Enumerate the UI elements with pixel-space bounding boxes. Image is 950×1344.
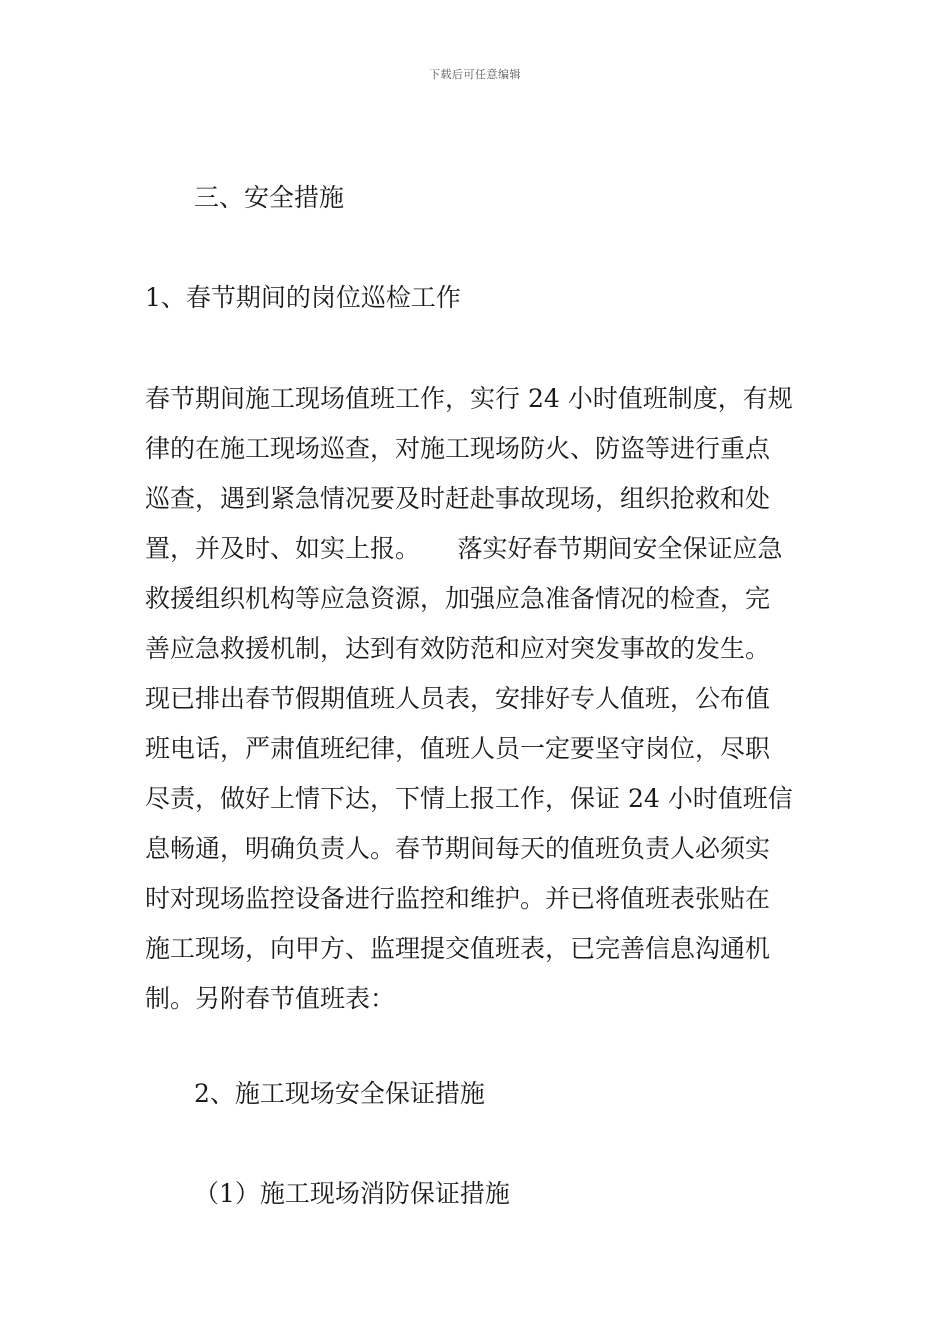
paragraph-line: 班电话，严肃值班纪律，值班人员一定要坚守岗位，尽职: [145, 734, 771, 763]
body-paragraph: [145, 380, 810, 1030]
subsection-heading-2: 2、施工现场安全保证措施: [194, 1079, 485, 1108]
paragraph-line: 律的在施工现场巡查，对施工现场防火、防盗等进行重点: [145, 434, 771, 463]
paragraph-line: 现已排出春节假期值班人员表，安排好专人值班，公布值: [145, 684, 771, 713]
sub-subsection-heading-1: （1）施工现场消防保证措施: [194, 1179, 510, 1208]
paragraph-line: 时对现场监控设备进行监控和维护。并已将值班表张贴在: [145, 884, 771, 913]
paragraph-line: 息畅通，明确负责人。春节期间每天的值班负责人必须实: [145, 834, 771, 863]
paragraph-line: 巡查，遇到紧急情况要及时赶赴事故现场，组织抢救和处: [145, 484, 771, 513]
subsection-heading-1: 1、春节期间的岗位巡检工作: [145, 283, 461, 312]
paragraph-line: 春节期间施工现场值班工作，实行 24 小时值班制度，有规: [145, 384, 793, 413]
paragraph-line: 救援组织机构等应急资源，加强应急准备情况的检查，完: [145, 584, 771, 613]
paragraph-line: 置，并及时、如实上报。 落实好春节期间安全保证应急: [145, 534, 783, 563]
paragraph-line: 施工现场，向甲方、监理提交值班表，已完善信息沟通机: [145, 934, 771, 963]
section-heading: 三、安全措施: [194, 183, 345, 212]
paragraph-line: 善应急救援机制，达到有效防范和应对突发事故的发生。: [145, 634, 771, 663]
page-header-note: 下载后可任意编辑: [429, 68, 521, 81]
paragraph-line: 尽责，做好上情下达，下情上报工作，保证 24 小时值班信: [145, 784, 793, 813]
paragraph-line: 制。另附春节值班表：: [145, 984, 396, 1013]
